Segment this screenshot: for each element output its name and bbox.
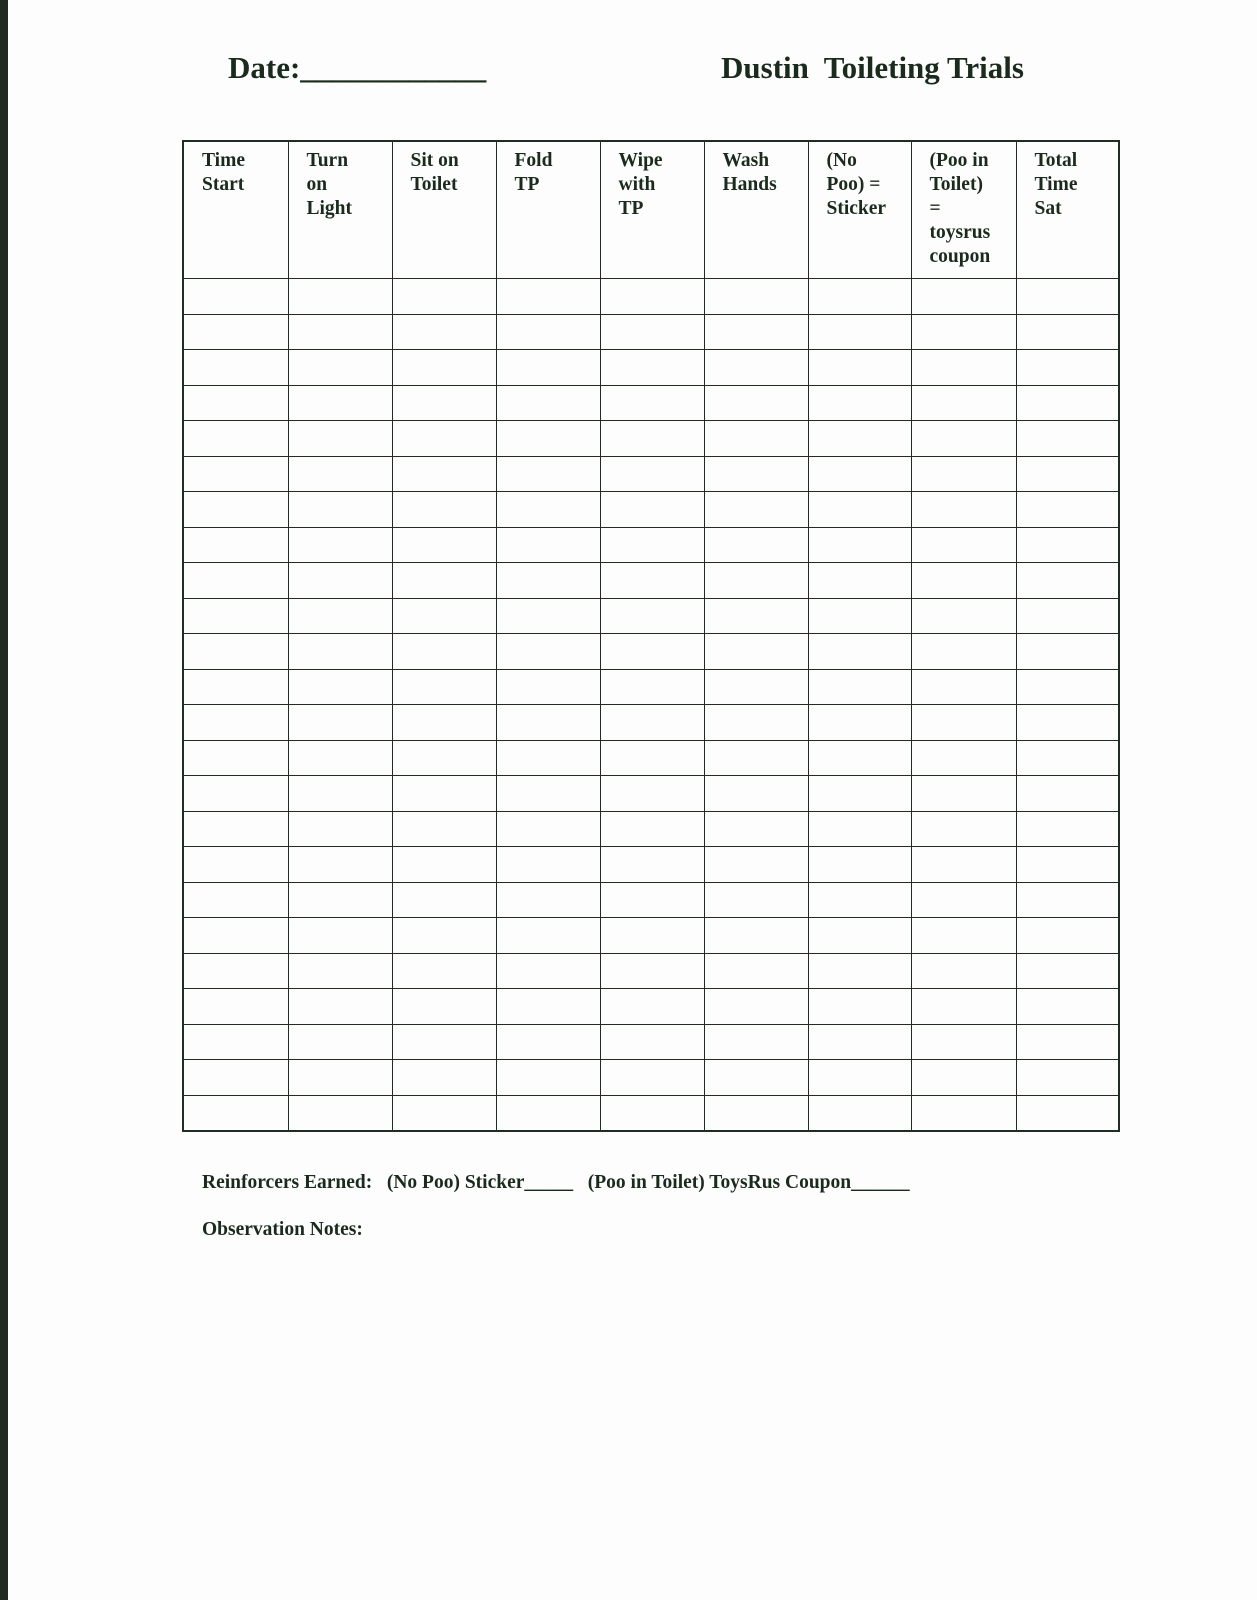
table-cell: [392, 456, 496, 492]
table-cell: [911, 456, 1016, 492]
table-cell: [183, 314, 288, 350]
table-cell: [496, 811, 600, 847]
table-row: [183, 776, 1119, 812]
table-cell: [1016, 421, 1119, 457]
table-cell: [704, 882, 808, 918]
table-cell: [808, 989, 911, 1025]
table-cell: [1016, 634, 1119, 670]
table-cell: [392, 1024, 496, 1060]
column-header-label: Time Start: [202, 150, 245, 195]
table-cell: [496, 776, 600, 812]
table-cell: [600, 1060, 704, 1096]
table-cell: [1016, 1024, 1119, 1060]
table-cell: [183, 1060, 288, 1096]
table-cell: [1016, 385, 1119, 421]
table-row: [183, 811, 1119, 847]
table-cell: [496, 953, 600, 989]
table-cell: [600, 847, 704, 883]
table-cell: [808, 669, 911, 705]
table-cell: [288, 279, 392, 315]
table-row: [183, 527, 1119, 563]
table-cell: [1016, 563, 1119, 599]
table-cell: [808, 882, 911, 918]
table-cell: [911, 279, 1016, 315]
table-cell: [288, 740, 392, 776]
table-cell: [704, 918, 808, 954]
table-cell: [808, 776, 911, 812]
table-cell: [1016, 279, 1119, 315]
table-cell: [183, 350, 288, 386]
table-cell: [288, 1095, 392, 1131]
table-cell: [600, 776, 704, 812]
table-cell: [392, 847, 496, 883]
table-cell: [288, 882, 392, 918]
table-cell: [392, 989, 496, 1025]
table-cell: [496, 279, 600, 315]
table-cell: [183, 847, 288, 883]
date-label: Date:____________: [228, 50, 487, 85]
table-cell: [911, 527, 1016, 563]
table-cell: [392, 740, 496, 776]
table-cell: [392, 1095, 496, 1131]
table-cell: [911, 563, 1016, 599]
table-cell: [1016, 811, 1119, 847]
table-cell: [704, 1060, 808, 1096]
table-cell: [496, 918, 600, 954]
table-cell: [808, 350, 911, 386]
table-cell: [392, 882, 496, 918]
table-cell: [288, 669, 392, 705]
table-cell: [600, 456, 704, 492]
table-cell: [600, 705, 704, 741]
table-cell: [288, 350, 392, 386]
column-header-label: Total Time Sat: [1034, 150, 1078, 219]
table-row: [183, 598, 1119, 634]
table-cell: [1016, 492, 1119, 528]
table-cell: [1016, 598, 1119, 634]
table-cell: [808, 456, 911, 492]
table-cell: [288, 1060, 392, 1096]
table-cell: [496, 1060, 600, 1096]
table-cell: [1016, 740, 1119, 776]
column-header-total-time-sat: [1016, 141, 1119, 279]
page-title: Dustin Toileting Trials: [721, 50, 1024, 85]
table-row: [183, 740, 1119, 776]
table-cell: [496, 882, 600, 918]
table-cell: [1016, 456, 1119, 492]
table-cell: [1016, 705, 1119, 741]
table-cell: [496, 847, 600, 883]
column-header-turn-on-light: [288, 141, 392, 279]
table-cell: [392, 776, 496, 812]
table-cell: [496, 705, 600, 741]
table-cell: [392, 492, 496, 528]
table-cell: [288, 385, 392, 421]
table-row: [183, 1024, 1119, 1060]
table-row: [183, 918, 1119, 954]
table-cell: [600, 350, 704, 386]
table-cell: [288, 989, 392, 1025]
table-cell: [600, 279, 704, 315]
table-cell: [808, 1060, 911, 1096]
table-cell: [704, 385, 808, 421]
table-cell: [911, 705, 1016, 741]
table-cell: [1016, 1095, 1119, 1131]
table-cell: [288, 705, 392, 741]
table-cell: [1016, 669, 1119, 705]
table-cell: [911, 1024, 1016, 1060]
table-cell: [808, 563, 911, 599]
table-cell: [183, 527, 288, 563]
table-cell: [600, 492, 704, 528]
table-cell: [183, 421, 288, 457]
table-cell: [704, 776, 808, 812]
table-cell: [392, 918, 496, 954]
table-cell: [1016, 882, 1119, 918]
table-cell: [392, 279, 496, 315]
table-row: [183, 421, 1119, 457]
scan-edge: [0, 0, 8, 1600]
table-cell: [496, 989, 600, 1025]
table-cell: [392, 953, 496, 989]
table-row: [183, 882, 1119, 918]
table-cell: [392, 634, 496, 670]
table-cell: [911, 989, 1016, 1025]
table-cell: [600, 669, 704, 705]
column-header-label: Turn on Light: [306, 150, 353, 219]
table-row: [183, 314, 1119, 350]
table-cell: [183, 989, 288, 1025]
table-cell: [392, 314, 496, 350]
table-cell: [808, 492, 911, 528]
table-row: [183, 669, 1119, 705]
table-row: [183, 847, 1119, 883]
table-cell: [288, 492, 392, 528]
table-cell: [600, 385, 704, 421]
table-cell: [704, 740, 808, 776]
table-cell: [600, 740, 704, 776]
table-body: [183, 279, 1119, 1132]
table-cell: [911, 1095, 1016, 1131]
table-cell: [288, 953, 392, 989]
table-cell: [288, 776, 392, 812]
table-cell: [704, 669, 808, 705]
table-cell: [808, 314, 911, 350]
table-cell: [704, 634, 808, 670]
table-cell: [808, 279, 911, 315]
table-cell: [1016, 350, 1119, 386]
table-cell: [288, 634, 392, 670]
table-cell: [496, 598, 600, 634]
column-header-label: (No Poo) = Sticker: [826, 150, 887, 219]
table-cell: [704, 421, 808, 457]
table-cell: [808, 918, 911, 954]
table-cell: [911, 634, 1016, 670]
table-cell: [288, 421, 392, 457]
table-cell: [183, 456, 288, 492]
table-cell: [911, 385, 1016, 421]
column-header-no-poo-sticker: [808, 141, 911, 279]
table-cell: [808, 421, 911, 457]
column-header-label: (Poo in Toilet) = toysrus coupon: [929, 150, 991, 267]
table-cell: [704, 1024, 808, 1060]
table-cell: [496, 385, 600, 421]
table-cell: [911, 953, 1016, 989]
table-cell: [183, 385, 288, 421]
table-cell: [392, 705, 496, 741]
table-cell: [704, 563, 808, 599]
table-row: [183, 279, 1119, 315]
table-cell: [704, 456, 808, 492]
column-header-label: Fold TP: [514, 150, 553, 195]
table-cell: [496, 421, 600, 457]
table-cell: [1016, 1060, 1119, 1096]
table-cell: [911, 421, 1016, 457]
table-cell: [808, 811, 911, 847]
column-header-sit-on-toilet: [392, 141, 496, 279]
table-cell: [704, 350, 808, 386]
table-cell: [496, 634, 600, 670]
table-cell: [392, 598, 496, 634]
table-cell: [392, 669, 496, 705]
table-cell: [1016, 953, 1119, 989]
table-cell: [808, 705, 911, 741]
table-cell: [1016, 314, 1119, 350]
column-header-wipe-with-tp: [600, 141, 704, 279]
table-cell: [600, 563, 704, 599]
table-cell: [496, 1095, 600, 1131]
table-cell: [1016, 989, 1119, 1025]
table-cell: [911, 1060, 1016, 1096]
table-cell: [704, 492, 808, 528]
table-cell: [392, 421, 496, 457]
table-header-row: [183, 141, 1119, 279]
table-cell: [600, 918, 704, 954]
table-cell: [288, 847, 392, 883]
table-cell: [183, 1024, 288, 1060]
table-cell: [911, 314, 1016, 350]
table-cell: [288, 598, 392, 634]
table-cell: [288, 811, 392, 847]
table-cell: [392, 527, 496, 563]
table-cell: [911, 918, 1016, 954]
table-cell: [704, 527, 808, 563]
table-cell: [288, 527, 392, 563]
table-cell: [911, 847, 1016, 883]
table-row: [183, 563, 1119, 599]
table-cell: [496, 527, 600, 563]
column-header-wash-hands: [704, 141, 808, 279]
table-cell: [808, 847, 911, 883]
table-cell: [704, 314, 808, 350]
table-cell: [704, 953, 808, 989]
table-cell: [600, 953, 704, 989]
table-cell: [808, 740, 911, 776]
column-header-fold-tp: [496, 141, 600, 279]
table-row: [183, 456, 1119, 492]
table-cell: [183, 492, 288, 528]
table-cell: [704, 811, 808, 847]
table-row: [183, 385, 1119, 421]
table-cell: [600, 421, 704, 457]
column-header-time-start: [183, 141, 288, 279]
observation-notes-label: Observation Notes:: [202, 1219, 363, 1240]
table-cell: [392, 811, 496, 847]
table-cell: [288, 563, 392, 599]
table-cell: [600, 811, 704, 847]
column-header-poo-in-toilet-coupon: [911, 141, 1016, 279]
table-cell: [911, 669, 1016, 705]
table-cell: [600, 1024, 704, 1060]
table-cell: [808, 385, 911, 421]
table-cell: [911, 492, 1016, 528]
column-header-label: Wipe with TP: [618, 150, 663, 219]
table-cell: [911, 598, 1016, 634]
table-cell: [600, 634, 704, 670]
table-cell: [183, 740, 288, 776]
table-cell: [808, 1024, 911, 1060]
table-cell: [183, 598, 288, 634]
table-row: [183, 634, 1119, 670]
table-cell: [808, 634, 911, 670]
table-cell: [183, 918, 288, 954]
table-cell: [600, 882, 704, 918]
table-cell: [600, 598, 704, 634]
table-cell: [911, 740, 1016, 776]
table-cell: [496, 563, 600, 599]
table-cell: [496, 350, 600, 386]
table-cell: [496, 740, 600, 776]
table-cell: [496, 314, 600, 350]
table-cell: [600, 989, 704, 1025]
table-cell: [911, 882, 1016, 918]
table-cell: [288, 456, 392, 492]
table-cell: [183, 563, 288, 599]
table-cell: [704, 847, 808, 883]
table-cell: [704, 705, 808, 741]
table-cell: [1016, 918, 1119, 954]
table-cell: [183, 953, 288, 989]
table-cell: [496, 456, 600, 492]
table-cell: [288, 1024, 392, 1060]
table-cell: [1016, 527, 1119, 563]
table-cell: [183, 705, 288, 741]
column-header-label: Sit on Toilet: [410, 150, 459, 195]
table-cell: [808, 1095, 911, 1131]
table-cell: [183, 634, 288, 670]
table-cell: [704, 989, 808, 1025]
table-cell: [808, 598, 911, 634]
table-cell: [911, 776, 1016, 812]
table-row: [183, 1060, 1119, 1096]
table-cell: [183, 1095, 288, 1131]
table-row: [183, 1095, 1119, 1131]
table-cell: [183, 669, 288, 705]
table-cell: [392, 350, 496, 386]
table-cell: [496, 1024, 600, 1060]
table-row: [183, 989, 1119, 1025]
table-cell: [496, 492, 600, 528]
table-cell: [1016, 847, 1119, 883]
table-row: [183, 705, 1119, 741]
table-cell: [911, 350, 1016, 386]
table-cell: [496, 669, 600, 705]
table-cell: [392, 1060, 496, 1096]
table-cell: [288, 314, 392, 350]
table-cell: [392, 563, 496, 599]
table-cell: [704, 1095, 808, 1131]
table-cell: [704, 279, 808, 315]
table-cell: [808, 527, 911, 563]
table-cell: [808, 953, 911, 989]
table-cell: [600, 314, 704, 350]
table-cell: [704, 598, 808, 634]
table-cell: [183, 776, 288, 812]
table-cell: [183, 811, 288, 847]
reinforcers-earned-line: Reinforcers Earned: (No Poo) Sticker_____ (Poo in Toilet) ToysRus Coupon______: [202, 1172, 910, 1193]
table-row: [183, 953, 1119, 989]
table-cell: [392, 385, 496, 421]
column-header-label: Wash Hands: [722, 150, 777, 195]
table-cell: [911, 811, 1016, 847]
table-cell: [1016, 776, 1119, 812]
table-row: [183, 350, 1119, 386]
table-cell: [183, 279, 288, 315]
table-row: [183, 492, 1119, 528]
table-cell: [288, 918, 392, 954]
trials-table: [182, 140, 1120, 1132]
table-cell: [600, 527, 704, 563]
table-cell: [600, 1095, 704, 1131]
table-cell: [183, 882, 288, 918]
